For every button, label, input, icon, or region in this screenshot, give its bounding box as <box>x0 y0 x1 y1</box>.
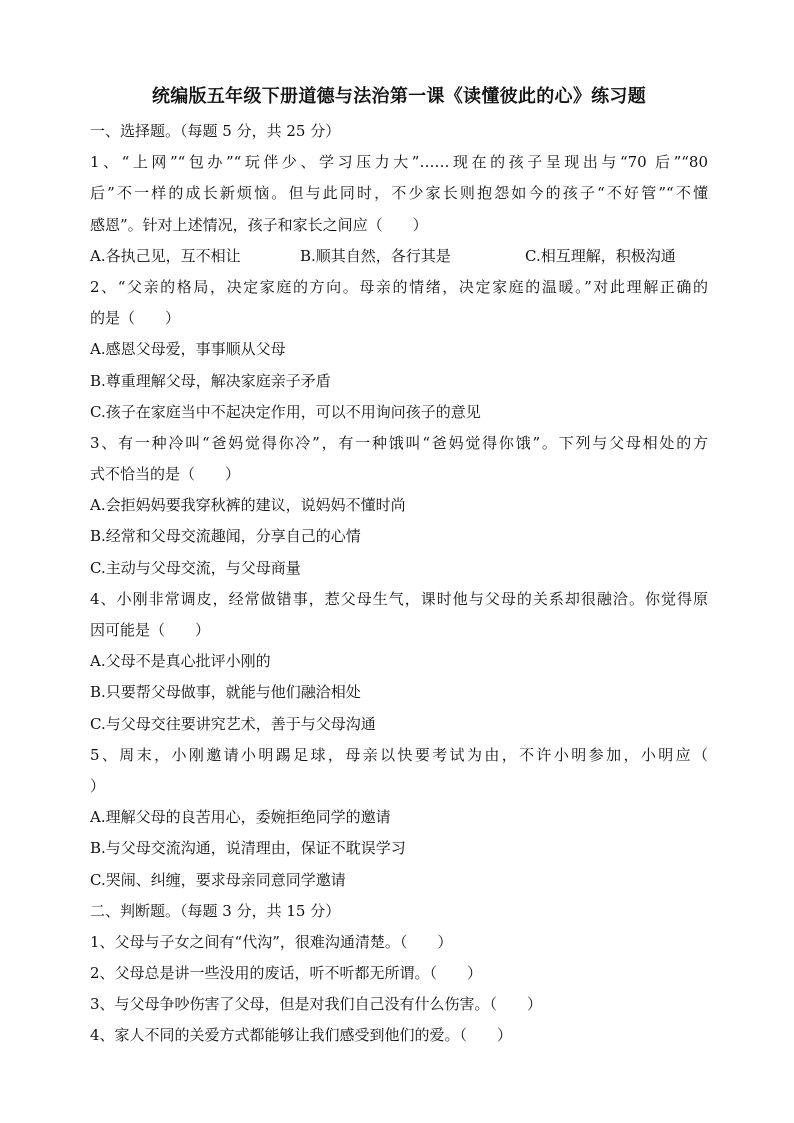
question-4-option-c: C.与父母交往要讲究艺术，善于与父母沟通 <box>90 714 376 733</box>
question-5-option-a: A.理解父母的良苦用心，委婉拒绝同学的邀请 <box>90 808 391 827</box>
question-3-option-c: C.主动与父母交流，与父母商量 <box>90 558 301 577</box>
question-1 <box>90 147 708 272</box>
worksheet-page <box>90 82 708 1052</box>
question-1-text-line2: 后”不一样的成长新烦恼。但与此同时，不少家长则抱怨如今的孩子“不好管”“不懂 <box>90 184 708 203</box>
judgement-item-1: 1、父母与子女之间有“代沟”，很难沟通清楚。（ ） <box>90 932 453 951</box>
question-5-option-b: B.与父母交流沟通，说清理由，保证不耽误学习 <box>90 839 406 858</box>
question-1-option-a: A.各执己见，互不相让 <box>90 246 241 265</box>
judgement-item-2: 2、父母总是讲一些没用的废话，听不听都无所谓。（ ） <box>90 964 483 983</box>
question-1-options <box>90 241 708 272</box>
question-2-option-a: A.感恩父母爱，事事顺从父母 <box>90 340 286 359</box>
question-4-option-b: B.只要帮父母做事，就能与他们融洽相处 <box>90 683 361 702</box>
question-3-text-line2: 式不恰当的是（ ） <box>90 465 241 484</box>
section2-heading: 二、判断题。（每题 3 分，共 15 分） <box>90 901 341 920</box>
judgement-item-3: 3、与父母争吵伤害了父母，但是对我们自己没有什么伤害。（ ） <box>90 995 543 1014</box>
question-4 <box>90 584 708 740</box>
question-4-text-line1: 4、小刚非常调皮，经常做错事，惹父母生气，课时他与父母的关系却很融洽。你觉得原 <box>90 589 708 608</box>
question-2-text-line2: 的是（ ） <box>90 309 181 328</box>
question-4-text-line2: 因可能是（ ） <box>90 621 211 639</box>
question-3-text-line1: 3、有一种冷叫“爸妈觉得你冷”，有一种饿叫“爸妈觉得你饿”。下列与父母相处的方 <box>90 433 708 452</box>
question-5-text-line1: 5、周末，小刚邀请小明踢足球，母亲以快要考试为由，不许小明参加，小明应（ <box>90 745 708 764</box>
judgement-item-4: 4、家人不同的关爱方式都能够让我们感受到他们的爱。（ ） <box>90 1026 513 1045</box>
question-4-option-a: A.父母不是真心批评小刚的 <box>90 652 271 671</box>
question-5-text-line2: ） <box>90 776 106 795</box>
question-1-text-line1: 1、“上网”“包办”“玩伴少、学习压力大”……现在的孩子呈现出与“70 后”“80 <box>90 153 708 172</box>
question-5-option-c: C.哭闹、纠缠，要求母亲同意同学邀请 <box>90 870 346 889</box>
question-5 <box>90 740 708 896</box>
question-2-text-line1: 2、“父亲的格局，决定家庭的方向。母亲的情绪，决定家庭的温暖。”对此理解正确的 <box>90 277 708 296</box>
question-2 <box>90 272 708 428</box>
question-3-option-a: A.会拒妈妈要我穿秋裤的建议，说妈妈不懂时尚 <box>90 496 406 515</box>
question-2-option-c: C.孩子在家庭当中不起决定作用，可以不用询问孩子的意见 <box>90 402 481 421</box>
section1-heading: 一、选择题。（每题 5 分，共 25 分） <box>90 122 341 140</box>
question-2-option-b: B.尊重理解父母，解决家庭亲子矛盾 <box>90 371 331 390</box>
worksheet-title: 统编版五年级下册道德与法治第一课《读懂彼此的心》练习题 <box>151 86 647 107</box>
question-3 <box>90 428 708 584</box>
question-3-option-b: B.经常和父母交流趣闻，分享自己的心情 <box>90 527 361 546</box>
question-1-option-b: B.顺其自然，各行其是 <box>300 246 451 265</box>
question-1-text-line3: 感恩”。针对上述情况，孩子和家长之间应（ ） <box>90 215 428 234</box>
question-1-option-c: C.相互理解，积极沟通 <box>525 246 676 265</box>
